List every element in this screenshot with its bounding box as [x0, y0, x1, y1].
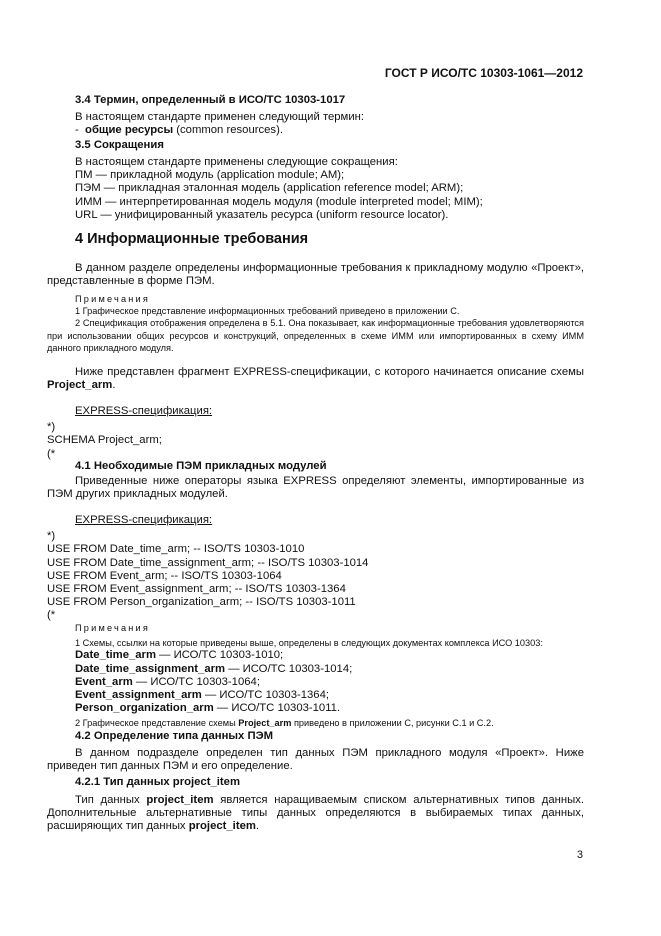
type-name: project_item [188, 820, 256, 833]
section-4-title: 4 Информационные требования [75, 231, 309, 247]
express-label: EXPRESS-спецификация: [75, 514, 213, 526]
ref-doc: — ИСО/ТС 10303-1064; [132, 675, 260, 688]
page-number: 3 [576, 849, 583, 861]
ref-name: Date_time_assignment_arm [75, 662, 226, 675]
ref-item [47, 702, 584, 715]
term-rest: (common resources). [173, 124, 283, 137]
ref-name: Event_arm [75, 675, 133, 688]
section-4-1-title: 4.1 Необходимые ПЭМ прикладных модулей [75, 460, 327, 472]
section-4-1-para [47, 475, 584, 501]
abbrev-item: ПЭМ — прикладная эталонная модель (application reference model; ARM); [75, 182, 464, 195]
ref-name: Person_organization_arm [75, 702, 214, 715]
express-intro-paragraph [47, 366, 584, 392]
abbrev-item: ИММ — интерпретированная модель модуля (module interpreted model; MIM); [75, 195, 483, 208]
section-4-2-1 [47, 776, 584, 789]
section-3-4 [47, 94, 584, 107]
note-2-text: 2 Графическое представление схемы [75, 718, 239, 729]
code-line: USE FROM Event_assignment_arm; -- ISO/TS 10303-1364 [47, 583, 346, 596]
notes-label: Примечания [75, 294, 151, 304]
p-text-b: является наращиваемым списком альтернативных типов данных. Дополнительные альтернативные типы данных определяются в выбираемых типах данных, расширяющих тип данных [47, 794, 584, 833]
section-4 [47, 233, 584, 246]
express-label: EXPRESS-спецификация: [75, 405, 213, 417]
ref-name: Event_assignment_arm [75, 689, 202, 702]
schema-name: Project_arm [47, 379, 113, 392]
ref-doc: — ИСО/ТС 10303-1364; [201, 689, 330, 702]
document-id-header: ГОСТ Р ИСО/ТС 10303-1061—2012 [384, 66, 583, 80]
section-3-4-title: 3.4 Термин, определенный в ИСО/ТС 10303-1017 [75, 94, 346, 106]
section-3-4-intro: В настоящем стандарте применен следующий термин: [75, 111, 365, 123]
note-1: 1 Схемы, ссылки на которые приведены выше, определены в следующих документах комплекса ИСО 10303: [75, 638, 543, 649]
section-3-5-title: 3.5 Сокращения [75, 139, 164, 151]
ref-doc: — ИСО/ТС 10303-1010; [156, 649, 284, 662]
note-2: 2 Спецификация отображения определена в 5.1. Она показывает, как информационные требования удовлетворяются при использовании общих ресурсов и конструкций, определенных в схеме ИММ или импортированных в схему ИММ данного прикладного модуля. [47, 318, 584, 353]
code-line: (* [47, 609, 56, 622]
section-3-5-body [47, 156, 584, 222]
code-line: USE FROM Event_arm; -- ISO/TS 10303-1064 [47, 569, 282, 582]
para2-text: Ниже представлен фрагмент EXPRESS-спецификации, с которого начинается описание схемы [75, 366, 584, 378]
notes-label: Примечания [75, 623, 151, 633]
section-4-2-1-para [47, 794, 584, 834]
section-4-para1 [47, 262, 584, 288]
ref-doc: — ИСО/ТС 10303-1014; [225, 662, 353, 675]
section-3-4-body [47, 111, 584, 137]
ref-item [47, 649, 584, 662]
section-4-notes [47, 293, 584, 354]
code-line: USE FROM Date_time_arm; -- ISO/TS 10303-1010 [47, 543, 305, 556]
code-line: *) [47, 530, 56, 543]
code-line: USE FROM Person_organization_arm; -- ISO/TS 10303-1011 [47, 596, 356, 609]
note-1: 1 Графическое представление информационных требований приведено в приложении С. [75, 306, 460, 317]
express-block-2 [47, 514, 584, 623]
ref-name: Date_time_arm [75, 649, 157, 662]
section-4-2-para [47, 747, 584, 773]
section-4-2 [47, 730, 584, 743]
p-text-a: Тип данных [75, 794, 147, 806]
ref-item [47, 689, 584, 702]
code-line: SCHEMA Project_arm; [47, 434, 162, 447]
ref-doc: — ИСО/ТС 10303-1011. [213, 702, 341, 715]
section-3-5 [47, 139, 584, 152]
note-2-end: приведено в приложении С, рисунки С.1 и С.2. [291, 718, 494, 729]
note-2 [47, 717, 584, 729]
p-text-c: . [255, 820, 260, 833]
section-4-2-paragraph: В данном подразделе определен тип данных ПЭМ прикладного модуля «Проект». Ниже приведен тип данных ПЭМ и его определение. [47, 747, 584, 773]
section-4-paragraph: В данном разделе определены информационные требования к прикладному модулю «Проект», представленные в форме ПЭМ. [47, 262, 584, 288]
section-4-1 [47, 460, 584, 473]
section-4-2-1-paragraph [47, 794, 584, 834]
ref-item [47, 663, 584, 676]
section-4-2-title: 4.2 Определение типа данных ПЭМ [75, 730, 274, 742]
term-bold: общие ресурсы [85, 124, 174, 137]
abbrev-item: ПМ — прикладной модуль (application module; AM); [75, 169, 345, 182]
para2-end: . [112, 379, 116, 392]
term-dash: - [75, 124, 79, 137]
abbrev-item: URL — унифицированный указатель ресурса (uniform resource locator). [75, 208, 449, 221]
express-block-1 [47, 405, 584, 461]
code-line: USE FROM Date_time_assignment_arm; -- ISO/TS 10303-1014 [47, 556, 369, 569]
type-name: project_item [146, 794, 214, 806]
code-line: *) [47, 421, 56, 434]
section-4-2-1-title: 4.2.1 Тип данных project_item [75, 776, 240, 788]
ref-item [47, 676, 584, 689]
section-3-5-intro: В настоящем стандарте применены следующие сокращения: [75, 156, 398, 168]
code-line: (* [47, 447, 56, 460]
term-item [47, 124, 584, 137]
section-4-para2 [47, 366, 584, 392]
section-4-1-notes [47, 622, 584, 730]
section-4-1-paragraph: Приведенные ниже операторы языка EXPRESS определяют элементы, импортированные из ПЭМ других прикладных модулей. [47, 475, 584, 501]
schema-name: Project_arm [238, 718, 292, 729]
